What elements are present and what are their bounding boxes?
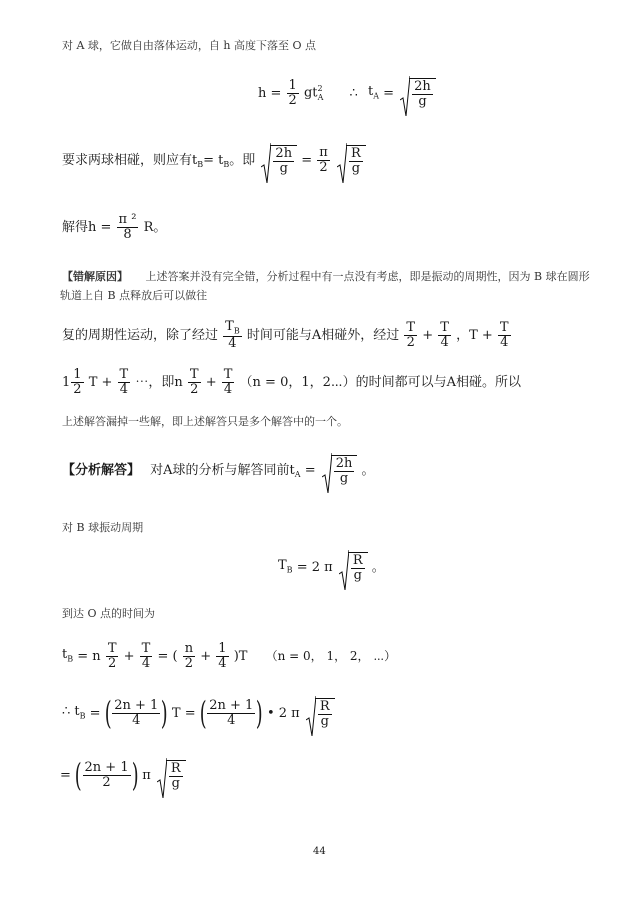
- eq5-radical: $\frac{R}{g}$: [157, 760, 186, 790]
- eq3-frac-c: $\frac{n}{2}$: [184, 641, 194, 671]
- eq2-radical: $\frac{R}{g}$: [339, 552, 368, 582]
- radical-sign-icon: [157, 758, 167, 798]
- eq4-sub: B: [79, 711, 86, 721]
- line3-text: 解得h =: [62, 219, 112, 235]
- eq3-plus: +: [123, 648, 135, 664]
- eq5-pi: π: [142, 767, 151, 783]
- line5-frac-c: $\frac{T}{2}$: [189, 367, 199, 397]
- text-line-time-to-o: 到达 O 点的时间为: [62, 607, 156, 620]
- eq3-eq2: = (: [157, 648, 178, 664]
- text-line-periodic-motion: [62, 320, 512, 351]
- radical-sign-icon: [322, 453, 332, 493]
- radical-sign-icon: [339, 550, 349, 590]
- eq4-therefore: ∴ t: [62, 704, 80, 720]
- text-line-all-times: [62, 368, 521, 396]
- analysis-sub: A: [294, 470, 301, 480]
- eq3-t: t: [62, 647, 68, 663]
- line5-b: ⋯，即n: [135, 374, 183, 390]
- eq4-equals: =: [89, 705, 101, 721]
- line2-radical-r: $\frac{R}{g}$: [337, 145, 366, 175]
- eq1-t: $t_A$: [367, 84, 379, 101]
- eq1-lhs: h =: [258, 85, 282, 101]
- error-reason-continued: 轨道上自 B 点释放后可以做往: [60, 289, 208, 302]
- eq2-equals: = 2 π: [296, 559, 333, 575]
- line2-pi-fraction: $\frac{\pi}{2}$: [319, 145, 328, 175]
- line5-whole: 1: [62, 374, 71, 390]
- analysis-answer-line: [62, 455, 375, 485]
- error-reason-paragraph: [62, 271, 590, 282]
- eq2-end: 。: [371, 559, 385, 575]
- therefore-symbol: ∴: [349, 85, 358, 101]
- text-line-solution-h: [62, 213, 166, 241]
- analysis-heading: 【分析解答】: [62, 462, 141, 478]
- line4-frac2: $\frac{T}{4}$: [440, 320, 449, 350]
- line4-text: 复的周期性运动，除了经过: [62, 327, 219, 343]
- analysis-radical: $\frac{2h}{g}$: [322, 455, 358, 485]
- line4-mid: 时间可能与A相碰外，经过: [246, 327, 400, 343]
- line2-equals: =: [301, 152, 313, 168]
- eq1-equals: =: [383, 85, 395, 101]
- radical-sign-icon: [306, 696, 316, 736]
- line4-comma: ，T +: [456, 327, 493, 343]
- line5-end: （n = 0，1，2⋯）的时间都可以与A相碰。所以: [239, 374, 521, 390]
- eq4-frac-1: $\frac{2n + 1}{4}$: [114, 698, 159, 728]
- line2-radical: $\frac{2h}{g}$: [261, 145, 297, 175]
- eq3-frac-b: $\frac{T}{4}$: [141, 641, 151, 671]
- eq4-dot: • 2 π: [266, 705, 300, 721]
- analysis-body: 对A球的分析与解答同前t: [150, 462, 295, 478]
- line3-end: R。: [143, 219, 167, 235]
- radical-sign-icon: [400, 76, 410, 116]
- eq5-equals: =: [60, 767, 71, 783]
- line5-frac-d: $\frac{T}{4}$: [223, 367, 233, 397]
- eq3-frac-a: $\frac{T}{2}$: [107, 641, 117, 671]
- line5-frac-b: $\frac{T}{4}$: [119, 367, 129, 397]
- line2-end: 。即: [229, 152, 256, 168]
- line2-text: 要求两球相碰，则应有t: [62, 152, 198, 168]
- radical-sign-icon: [261, 143, 271, 183]
- eq3-frac-d: $\frac{1}{4}$: [218, 641, 227, 671]
- line3-fraction: $\frac{\text{π ²}}{8}$: [118, 212, 137, 242]
- text-line-missing-solutions: 上述解答漏掉一些解，即上述解答只是多个解答中的一个。: [62, 415, 348, 428]
- eq4-t: T =: [171, 705, 196, 721]
- eq3-eq: = n: [77, 648, 101, 664]
- line4-tb-fraction: $\frac{T_B}{4}$: [225, 319, 240, 351]
- eq2-sub: B: [286, 565, 293, 575]
- text-line-a-ball: 对 A 球，它做自由落体运动，自 h 高度下落至 O 点: [62, 39, 317, 52]
- eq5-frac: $\frac{2n + 1}{2}$: [84, 760, 129, 790]
- line5-mixed-fraction: $\frac{1}{2}$: [73, 367, 82, 397]
- text-line-collision-condition: [62, 145, 366, 175]
- equation-tb-expanded: ∴ $t_B$ = ( $\frac{2n + 1}{4}$ ) T = ( $\frac{2n + 1}{4}$ ) • 2 π $\frac{R}{g}$: [62, 698, 335, 728]
- analysis-equals: =: [304, 462, 316, 478]
- line4-frac3: $\frac{T}{4}$: [499, 320, 509, 350]
- eq4-radical: $\frac{R}{g}$: [306, 698, 335, 728]
- equation-free-fall: [258, 78, 436, 108]
- eq3-sub: B: [67, 654, 74, 664]
- page-number: 44: [313, 846, 326, 857]
- line2-sub1: B: [197, 160, 204, 170]
- analysis-end: 。: [361, 462, 375, 478]
- eq4-frac-2: $\frac{2n + 1}{4}$: [209, 698, 254, 728]
- error-reason-heading: 【错解原因】: [62, 270, 128, 283]
- line4-plus: +: [422, 327, 434, 343]
- equation-tb-final: = ( $\frac{2n + 1}{2}$ ) π $\frac{R}{g}$: [60, 760, 186, 790]
- eq1-radical: $\frac{2h}{g}$: [400, 78, 436, 108]
- eq1-rhs: $gt^2_A$: [303, 83, 324, 102]
- error-reason-body: 上述答案并没有完全错，分析过程中有一点没有考虑，即是振动的周期性，因为 B 球在圆形: [145, 270, 590, 283]
- radical-sign-icon: [337, 143, 347, 183]
- equation-tb-general: [62, 642, 396, 670]
- eq3-condition: （n = 0， 1， 2， ⋯）: [265, 649, 397, 664]
- line5-a: T +: [88, 374, 113, 390]
- text-line-b-period: 对 B 球振动周期: [62, 521, 144, 534]
- equation-period-tb: [278, 552, 385, 582]
- eq2-lhs: T: [278, 558, 287, 574]
- eq1-fraction: $\frac{1}{2}$: [288, 78, 297, 108]
- line2-sub2: B: [223, 160, 230, 170]
- line2-mid: = t: [203, 152, 224, 168]
- eq3-plus2: +: [200, 648, 212, 664]
- eq3-end: )T: [233, 648, 248, 664]
- line4-frac1: $\frac{T}{2}$: [406, 320, 416, 350]
- line5-c: +: [205, 374, 217, 390]
